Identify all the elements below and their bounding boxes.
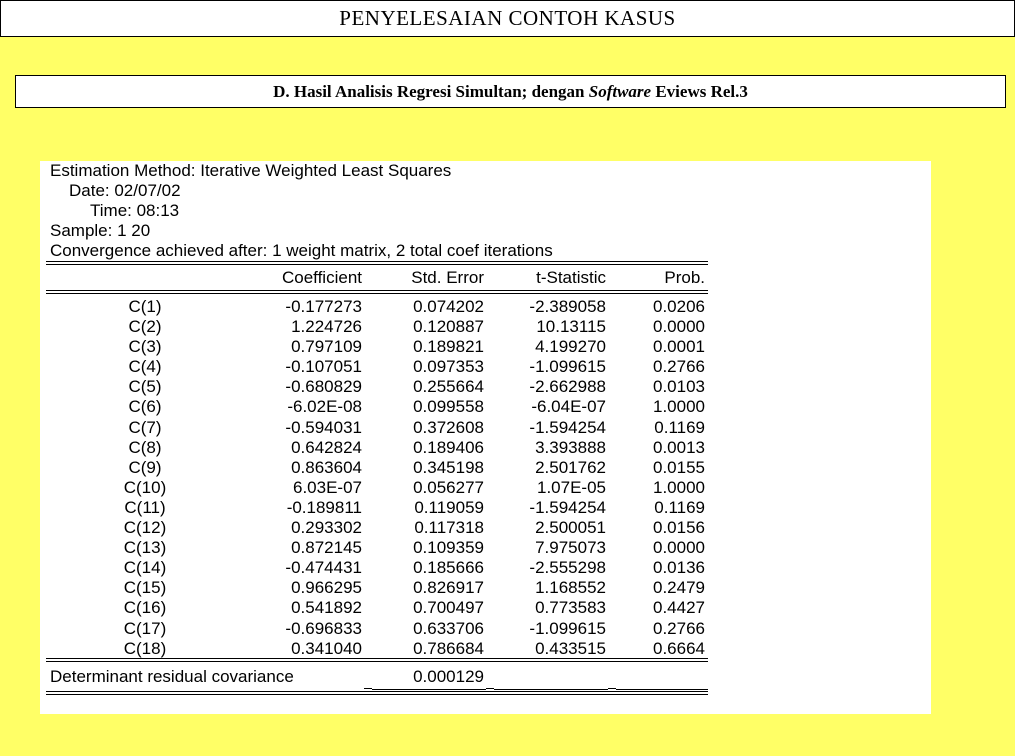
table-cell-p: 1.0000 [653, 397, 705, 417]
estimation-time: Time: 08:13 [90, 201, 180, 220]
table-cell-p: 0.0001 [653, 337, 705, 357]
table-cell-se: 0.189406 [413, 437, 484, 457]
table-cell-p: 0.2766 [653, 618, 705, 638]
column-rule-bottom [46, 293, 708, 294]
table-cell-t: 0.433515 [535, 638, 606, 658]
coefficient-values-column [240, 297, 362, 659]
estimation-date: Date: 02/07/02 [69, 181, 181, 200]
table-cell-t: 0.773583 [535, 598, 606, 618]
table-cell-p: 0.0013 [653, 437, 705, 457]
table-cell-t: 4.199270 [535, 337, 606, 357]
column-rule-top [46, 290, 708, 291]
eviews-output-panel [40, 161, 931, 714]
header-rule-bottom [46, 264, 708, 265]
table-cell-p: 0.0103 [653, 377, 705, 397]
table-cell-p: 0.0136 [653, 558, 705, 578]
header-rule-top [46, 261, 708, 262]
table-cell-p: 0.0206 [653, 297, 705, 316]
table-cell-se: 0.099558 [413, 397, 484, 417]
table-cell-t: 2.501762 [535, 457, 606, 477]
table-cell-name: C(8) [128, 437, 162, 457]
footer-dash-3 [608, 688, 616, 689]
table-cell-t: -1.099615 [529, 357, 606, 377]
table-cell-t: -1.099615 [529, 618, 606, 638]
table-cell-coef: 0.541892 [291, 598, 362, 618]
footer-underline-3 [616, 689, 708, 690]
table-cell-t: -2.555298 [529, 558, 606, 578]
table-cell-p: 0.1169 [654, 417, 705, 437]
table-cell-coef: 6.03E-07 [293, 477, 362, 497]
table-cell-p: 0.1169 [654, 497, 705, 517]
table-cell-p: 0.2766 [653, 357, 705, 377]
table-cell-se: 0.117318 [414, 518, 484, 538]
footer-dash-2 [486, 688, 494, 689]
table-cell-name: C(14) [123, 558, 167, 578]
table-cell-p: 0.2479 [653, 578, 705, 598]
table-cell-coef: 0.863604 [291, 457, 362, 477]
table-cell-name: C(9) [128, 457, 162, 477]
table-cell-se: 0.786684 [413, 638, 484, 658]
table-cell-p: 0.0156 [653, 518, 705, 538]
estimation-method: Estimation Method: Iterative Weighted Least Squares [50, 161, 452, 180]
footer-underline-2 [494, 689, 608, 690]
table-cell-name: C(4) [128, 357, 162, 377]
bottom-rule-top [46, 691, 708, 692]
t-statistic-values-column [490, 297, 606, 659]
table-cell-coef: 0.797109 [291, 337, 362, 357]
table-cell-t: -2.389058 [529, 297, 606, 316]
section-heading-suffix: Eviews Rel.3 [651, 81, 748, 101]
section-heading-prefix: D. Hasil Analisis Regresi Simultan; dengan [273, 81, 589, 101]
table-cell-t: -1.594254 [529, 497, 606, 517]
page-title: PENYELESAIAN CONTOH KASUS [0, 0, 1015, 37]
table-cell-t: 1.07E-05 [537, 477, 606, 497]
table-cell-se: 0.185666 [413, 558, 484, 578]
footer-rule-top [46, 658, 708, 659]
table-cell-coef: -6.02E-08 [287, 397, 362, 417]
table-cell-name: C(1) [128, 297, 162, 316]
column-header-t-statistic: t-Statistic [536, 268, 606, 287]
table-cell-name: C(3) [128, 337, 162, 357]
column-header-std-error: Std. Error [411, 268, 484, 287]
table-cell-name: C(18) [123, 638, 167, 658]
table-cell-t: 1.168552 [535, 578, 606, 598]
table-cell-p: 0.0000 [653, 317, 705, 337]
determinant-label: Determinant residual covariance [50, 667, 294, 686]
prob-values-column [620, 297, 705, 659]
table-cell-coef: -0.107051 [285, 357, 362, 377]
table-cell-t: 10.13115 [536, 317, 606, 337]
section-heading [15, 75, 1006, 108]
footer-dash-1 [364, 688, 372, 689]
table-cell-t: 2.500051 [535, 518, 606, 538]
table-cell-coef: 0.872145 [291, 538, 362, 558]
table-cell-name: C(6) [128, 397, 162, 417]
column-header-coefficient: Coefficient [281, 268, 362, 287]
sample-range: Sample: 1 20 [50, 221, 151, 240]
table-cell-t: -6.04E-07 [531, 397, 606, 417]
table-cell-t: 7.975073 [535, 538, 606, 558]
table-cell-coef: 0.966295 [291, 578, 362, 598]
table-cell-t: -2.662988 [529, 377, 606, 397]
table-cell-coef: 0.341040 [291, 638, 362, 658]
table-cell-se: 0.633706 [413, 618, 484, 638]
table-cell-se: 0.109359 [413, 538, 484, 558]
table-cell-se: 0.097353 [413, 357, 484, 377]
table-cell-coef: -0.594031 [285, 417, 362, 437]
table-cell-se: 0.120887 [413, 317, 484, 337]
table-cell-p: 1.0000 [653, 477, 705, 497]
table-cell-se: 0.372608 [413, 417, 484, 437]
table-cell-se: 0.056277 [413, 477, 484, 497]
table-cell-name: C(7) [128, 417, 162, 437]
table-cell-coef: 0.642824 [291, 437, 362, 457]
table-cell-se: 0.119059 [414, 497, 484, 517]
section-heading-italic: Software [588, 81, 652, 101]
table-cell-se: 0.074202 [413, 297, 484, 316]
table-cell-p: 0.0000 [653, 538, 705, 558]
footer-rule-bottom [46, 661, 708, 662]
table-cell-t: -1.594254 [529, 417, 606, 437]
table-cell-se: 0.345198 [413, 457, 484, 477]
table-cell-coef: -0.189811 [286, 497, 362, 517]
table-cell-se: 0.826917 [413, 578, 484, 598]
table-cell-p: 0.6664 [653, 638, 705, 658]
table-cell-name: C(13) [123, 538, 167, 558]
table-cell-coef: -0.696833 [285, 618, 362, 638]
column-header-prob: Prob. [664, 268, 705, 287]
table-cell-coef: -0.177273 [285, 297, 362, 316]
table-cell-coef: 1.224726 [291, 317, 362, 337]
table-cell-t: 3.393888 [535, 437, 606, 457]
table-cell-coef: -0.680829 [285, 377, 362, 397]
table-cell-name: C(17) [123, 618, 167, 638]
std-error-values-column [380, 297, 484, 659]
table-cell-name: C(5) [128, 377, 162, 397]
bottom-rule-bottom [46, 694, 708, 695]
table-cell-name: C(11) [124, 497, 166, 517]
table-cell-se: 0.700497 [413, 598, 484, 618]
table-cell-name: C(15) [123, 578, 167, 598]
determinant-value: 0.000129 [413, 667, 484, 686]
table-cell-name: C(2) [128, 317, 162, 337]
footer-underline-1 [372, 689, 486, 690]
table-cell-name: C(16) [123, 598, 167, 618]
coefficient-names-column [110, 297, 180, 659]
table-cell-name: C(10) [123, 477, 167, 497]
table-cell-se: 0.255664 [413, 377, 484, 397]
table-cell-se: 0.189821 [413, 337, 484, 357]
convergence-note: Convergence achieved after: 1 weight matrix, 2 total coef iterations [50, 241, 553, 260]
table-cell-p: 0.0155 [653, 457, 705, 477]
table-cell-p: 0.4427 [653, 598, 705, 618]
table-cell-name: C(12) [123, 518, 167, 538]
table-cell-coef: 0.293302 [291, 518, 362, 538]
table-cell-coef: -0.474431 [285, 558, 362, 578]
